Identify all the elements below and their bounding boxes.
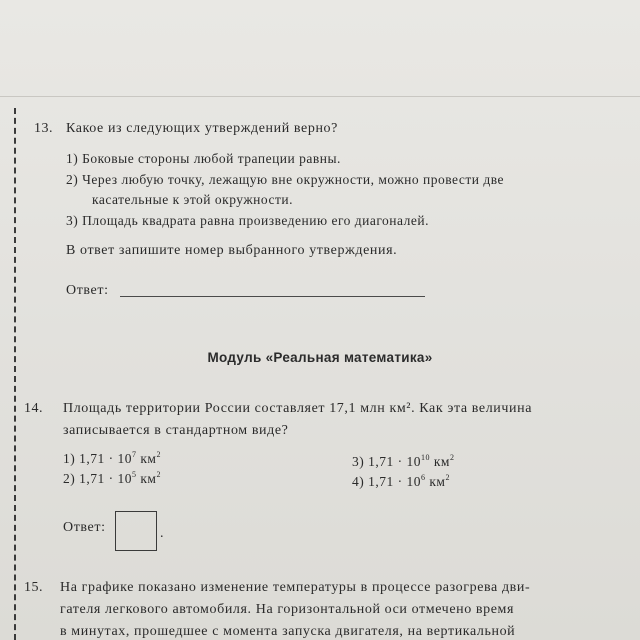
q14-option-1-unit: км <box>136 451 157 466</box>
q14-option-4-exp: 6 <box>421 473 426 482</box>
q13-answer-label: Ответ: <box>66 283 109 298</box>
q14-option-3-exp: 10 <box>421 453 430 462</box>
q15-line-3: в минутах, прошедшее с момента запуска двигателя, на вертикальной <box>60 624 516 639</box>
q14-option-4-unit: км <box>425 474 446 489</box>
q14-option-2-exp: 5 <box>132 470 137 479</box>
q14-option-2-base: 1,71 · 10 <box>79 471 132 486</box>
margin-dashed-rule <box>14 108 16 640</box>
q14-option-1 <box>63 450 161 467</box>
q14-option-2-unit-exp: 2 <box>156 470 161 479</box>
q14-option-4-unit-exp: 2 <box>445 473 450 482</box>
q14-option-1-exp: 7 <box>132 450 137 459</box>
q14-option-3 <box>352 453 454 470</box>
q14-question-line1: Площадь территории России составляет 17,1 млн км². Как эта величина <box>63 401 533 416</box>
q14-option-4-num: 4) <box>352 474 365 489</box>
q14-answer-dot: . <box>160 526 165 541</box>
q13-option-3: 3) Площадь квадрата равна произведению его диагоналей. <box>66 213 429 228</box>
q13-option-2-cont: касательные к этой окружности. <box>92 192 293 207</box>
q13-option-2: 2) Через любую точку, лежащую вне окружности, можно провести две <box>66 172 505 187</box>
q14-option-3-unit-exp: 2 <box>449 453 455 462</box>
q14-option-2-unit: км <box>136 471 157 486</box>
q14-option-3-num: 3) <box>352 454 365 469</box>
q14-option-4-base: 1,71 · 10 <box>368 474 421 489</box>
q14-option-3-base: 1,71 · 10 <box>368 454 421 469</box>
q14-option-1-unit-exp: 2 <box>156 450 161 459</box>
page-fold-line <box>0 96 640 97</box>
q14-option-1-base: 1,71 · 10 <box>79 451 132 466</box>
q15-number: 15. <box>24 580 43 595</box>
q14-number: 14. <box>24 401 43 416</box>
q14-option-2-num: 2) <box>63 471 76 486</box>
module-title: Модуль «Реальная математика» <box>207 350 433 365</box>
q14-answer-label: Ответ: <box>63 520 106 535</box>
q14-option-3-unit: км <box>430 454 450 469</box>
q14-answer-box[interactable] <box>115 511 157 551</box>
q14-option-1-num: 1) <box>63 451 76 466</box>
q14-option-2 <box>63 470 161 487</box>
q13-answer-field[interactable] <box>120 296 425 297</box>
q13-instruction: В ответ запишите номер выбранного утверждения. <box>66 243 398 258</box>
q14-option-4 <box>352 473 450 490</box>
q15-line-2: гателя легкового автомобиля. На горизонтальной оси отмечено время <box>60 602 515 617</box>
q15-line-1: На графике показано изменение температуры в процессе разогрева дви- <box>60 580 531 595</box>
q13-question: Какое из следующих утверждений верно? <box>66 121 338 136</box>
q13-number: 13. <box>34 121 53 136</box>
q14-question-line2: записывается в стандартном виде? <box>63 423 289 438</box>
q13-option-1: 1) Боковые стороны любой трапеции равны. <box>66 151 341 166</box>
